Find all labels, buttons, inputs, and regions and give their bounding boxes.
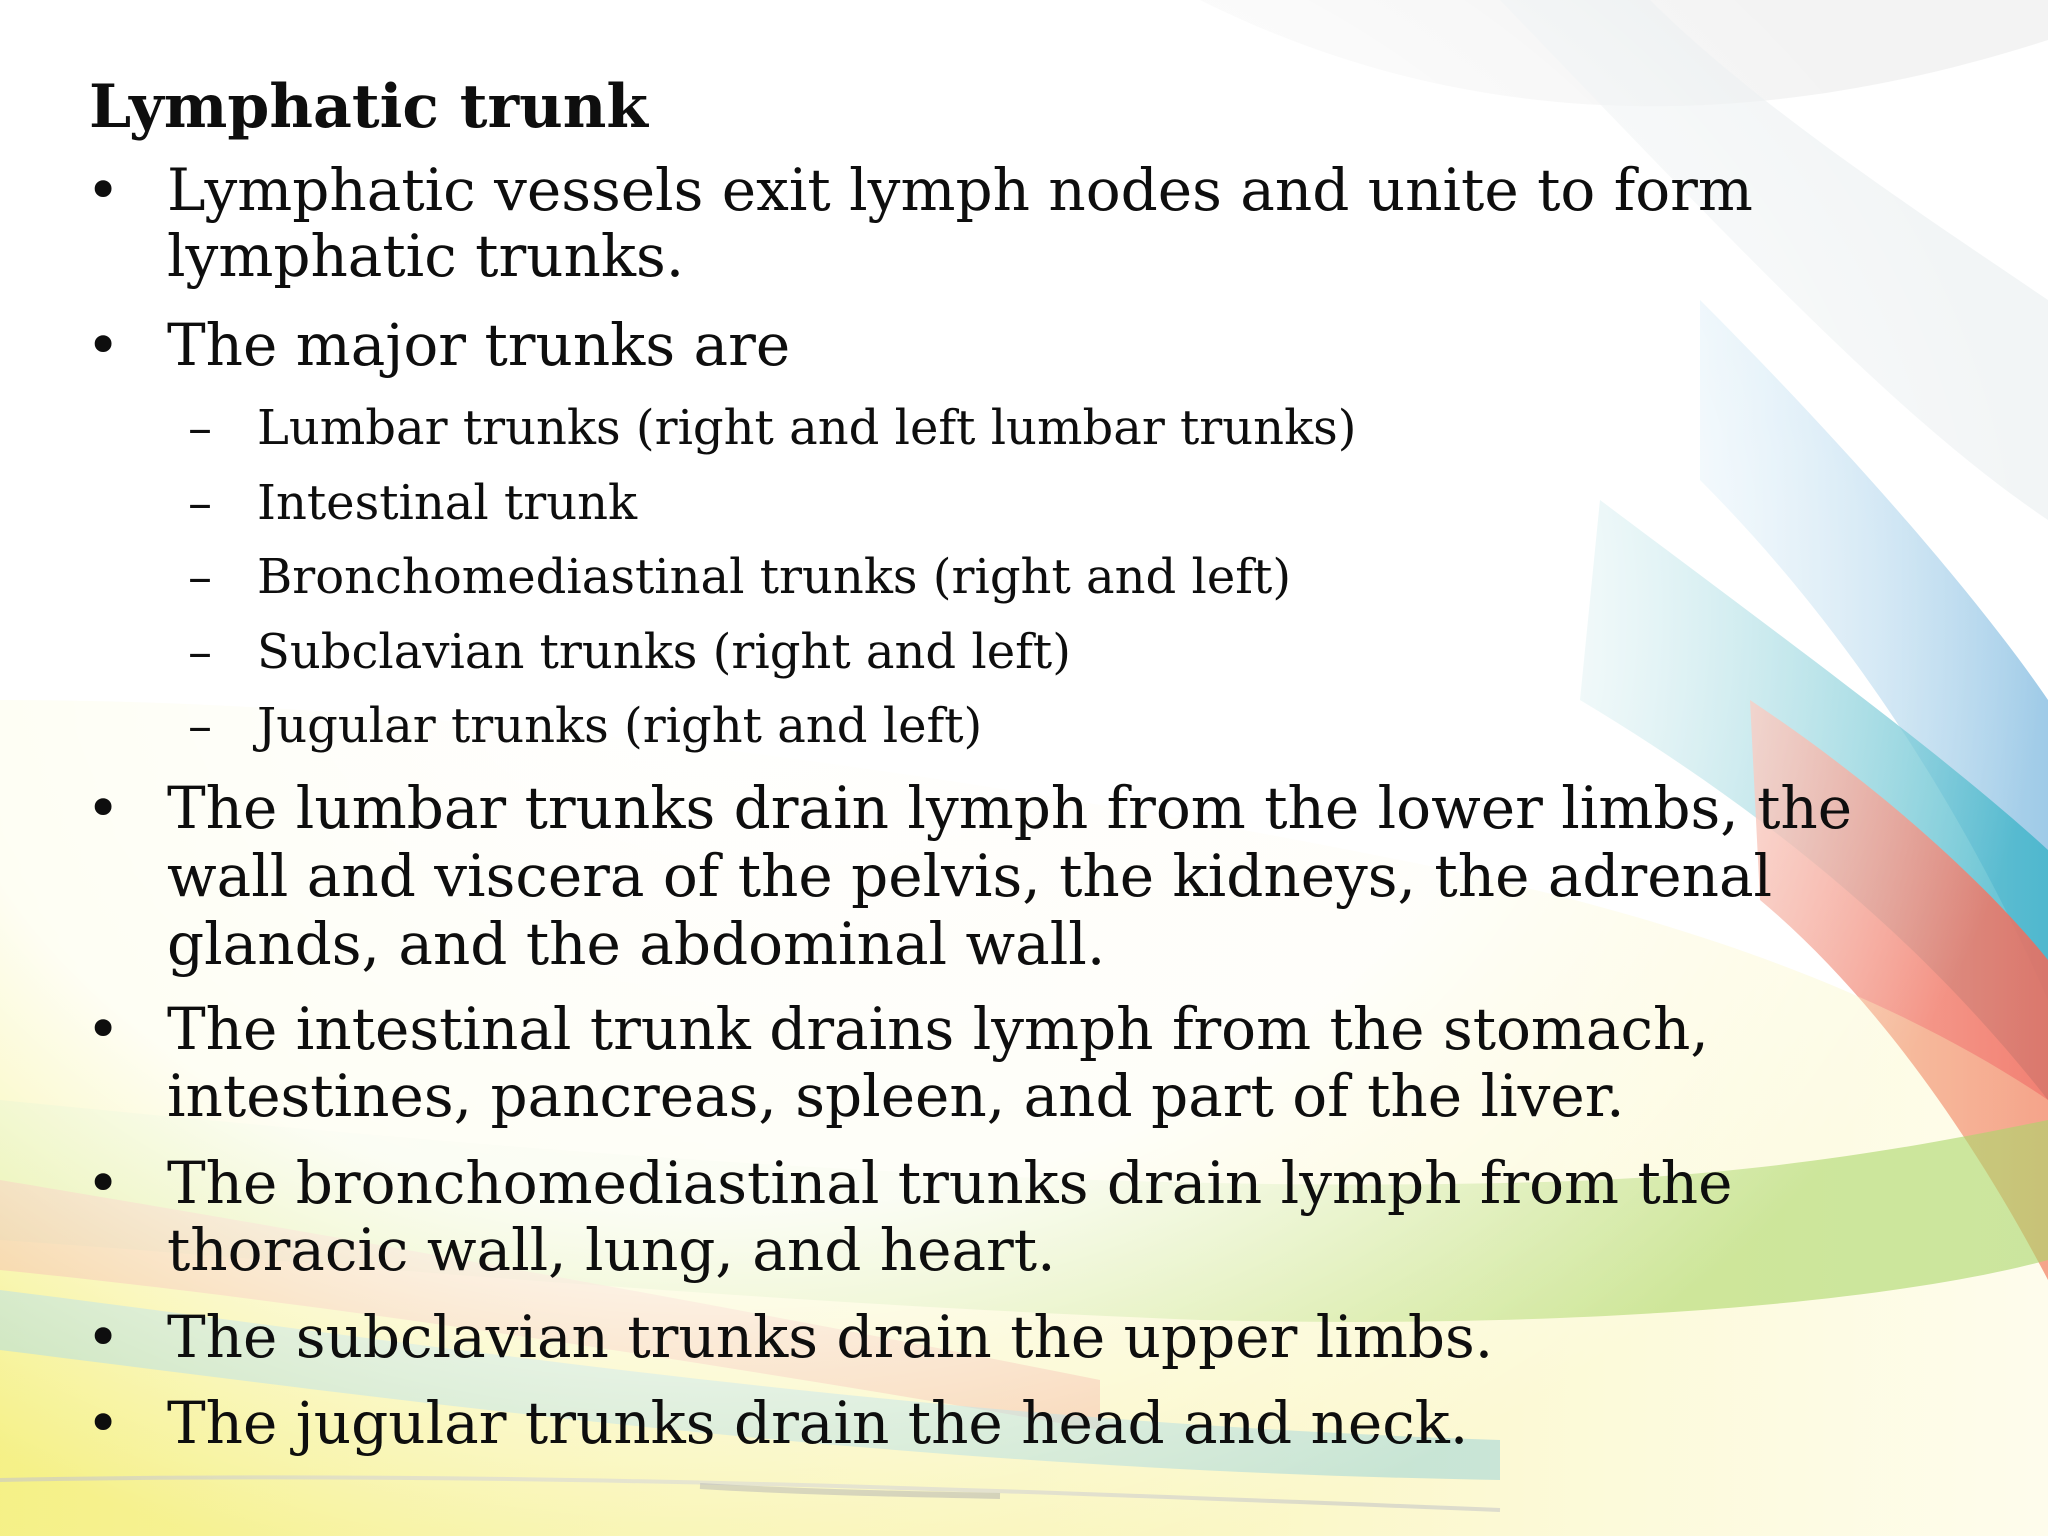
bullet-marker: •: [86, 156, 121, 224]
dash-marker: –: [188, 698, 212, 754]
bullet-line: glands, and the abdominal wall.: [167, 910, 1106, 978]
bullet-line: intestines, pancreas, spleen, and part of the liver.: [167, 1062, 1625, 1130]
bullet-line: Lymphatic vessels exit lymph nodes and unite to form: [167, 156, 1753, 224]
sub-item-text: Bronchomediastinal trunks (right and left): [257, 549, 1292, 605]
bullet-line: wall and viscera of the pelvis, the kidneys, the adrenal: [167, 842, 1773, 910]
bullet-line: The major trunks are: [167, 311, 791, 379]
bullet-marker: •: [86, 1303, 121, 1371]
bullet-line: The intestinal trunk drains lymph from the stomach,: [167, 995, 1709, 1063]
dash-marker: –: [188, 400, 212, 456]
sub-item-text: Lumbar trunks (right and left lumbar trunks): [257, 400, 1357, 456]
slide-title: Lymphatic trunk: [89, 72, 648, 142]
bullet-line: thoracic wall, lung, and heart.: [167, 1216, 1056, 1284]
dash-marker: –: [188, 624, 212, 680]
bullet-line: The lumbar trunks drain lymph from the lower limbs, the: [167, 774, 1853, 842]
bullet-marker: •: [86, 1149, 121, 1217]
bullet-marker: •: [86, 1389, 121, 1457]
bullet-marker: •: [86, 774, 121, 842]
sub-item-text: Intestinal trunk: [257, 475, 638, 531]
bullet-line: lymphatic trunks.: [167, 222, 685, 290]
dash-marker: –: [188, 549, 212, 605]
dash-marker: –: [188, 475, 212, 531]
bullet-line: The subclavian trunks drain the upper limbs.: [167, 1303, 1494, 1371]
bullet-marker: •: [86, 311, 121, 379]
sub-item-text: Subclavian trunks (right and left): [257, 624, 1071, 680]
sub-item-text: Jugular trunks (right and left): [257, 698, 983, 754]
bullet-line: The bronchomediastinal trunks drain lymph from the: [167, 1149, 1733, 1217]
bullet-line: The jugular trunks drain the head and neck.: [167, 1389, 1469, 1457]
bullet-marker: •: [86, 995, 121, 1063]
